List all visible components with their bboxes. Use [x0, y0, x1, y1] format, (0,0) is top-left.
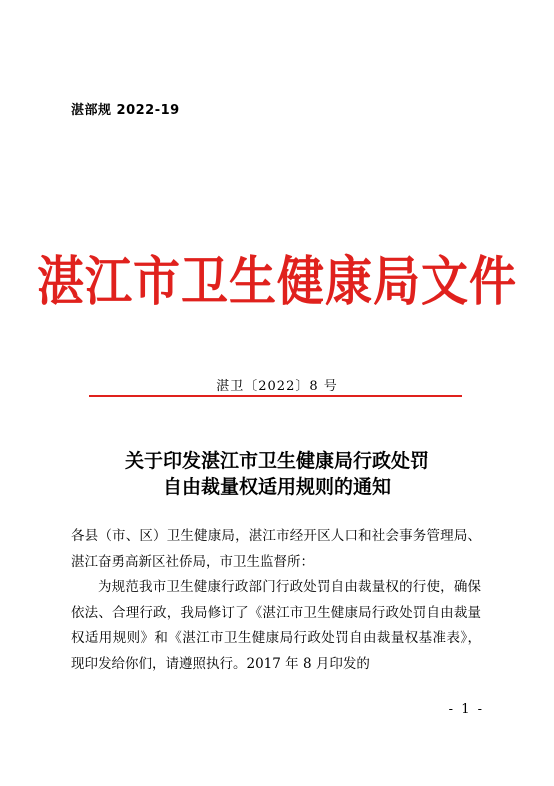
document-body [71, 524, 481, 677]
body-paragraph: 为规范我市卫生健康行政部门行政处罚自由裁量权的行使，确保依法、合理行政，我局修订了《湛江市卫生健康局行政处罚自由裁量权适用规则》和《湛江市卫生健康局行政处罚自由裁量权基准表》，现印发给你们，请遵照执行。2017 年 8 月印发的 [71, 579, 481, 672]
document-title-line-2: 自由裁量权适用规则的通知 [162, 476, 391, 498]
document-title-line-1: 关于印发湛江市卫生健康局行政处罚 [124, 450, 429, 472]
red-separator-line [89, 395, 462, 397]
document-number: 湛卫〔2022〕8 号 [216, 379, 338, 394]
document-title [0, 448, 554, 500]
regulation-code: 湛部规 2022-19 [71, 103, 180, 118]
issuer-masthead: 湛江市卫生健康局文件 [37, 251, 517, 313]
recipients-paragraph: 各县（市、区）卫生健康局，湛江市经开区人口和社会事务管理局、湛江奋勇高新区社侨局，市卫生监督所： [71, 528, 481, 570]
page-number: - 1 - [448, 702, 484, 717]
